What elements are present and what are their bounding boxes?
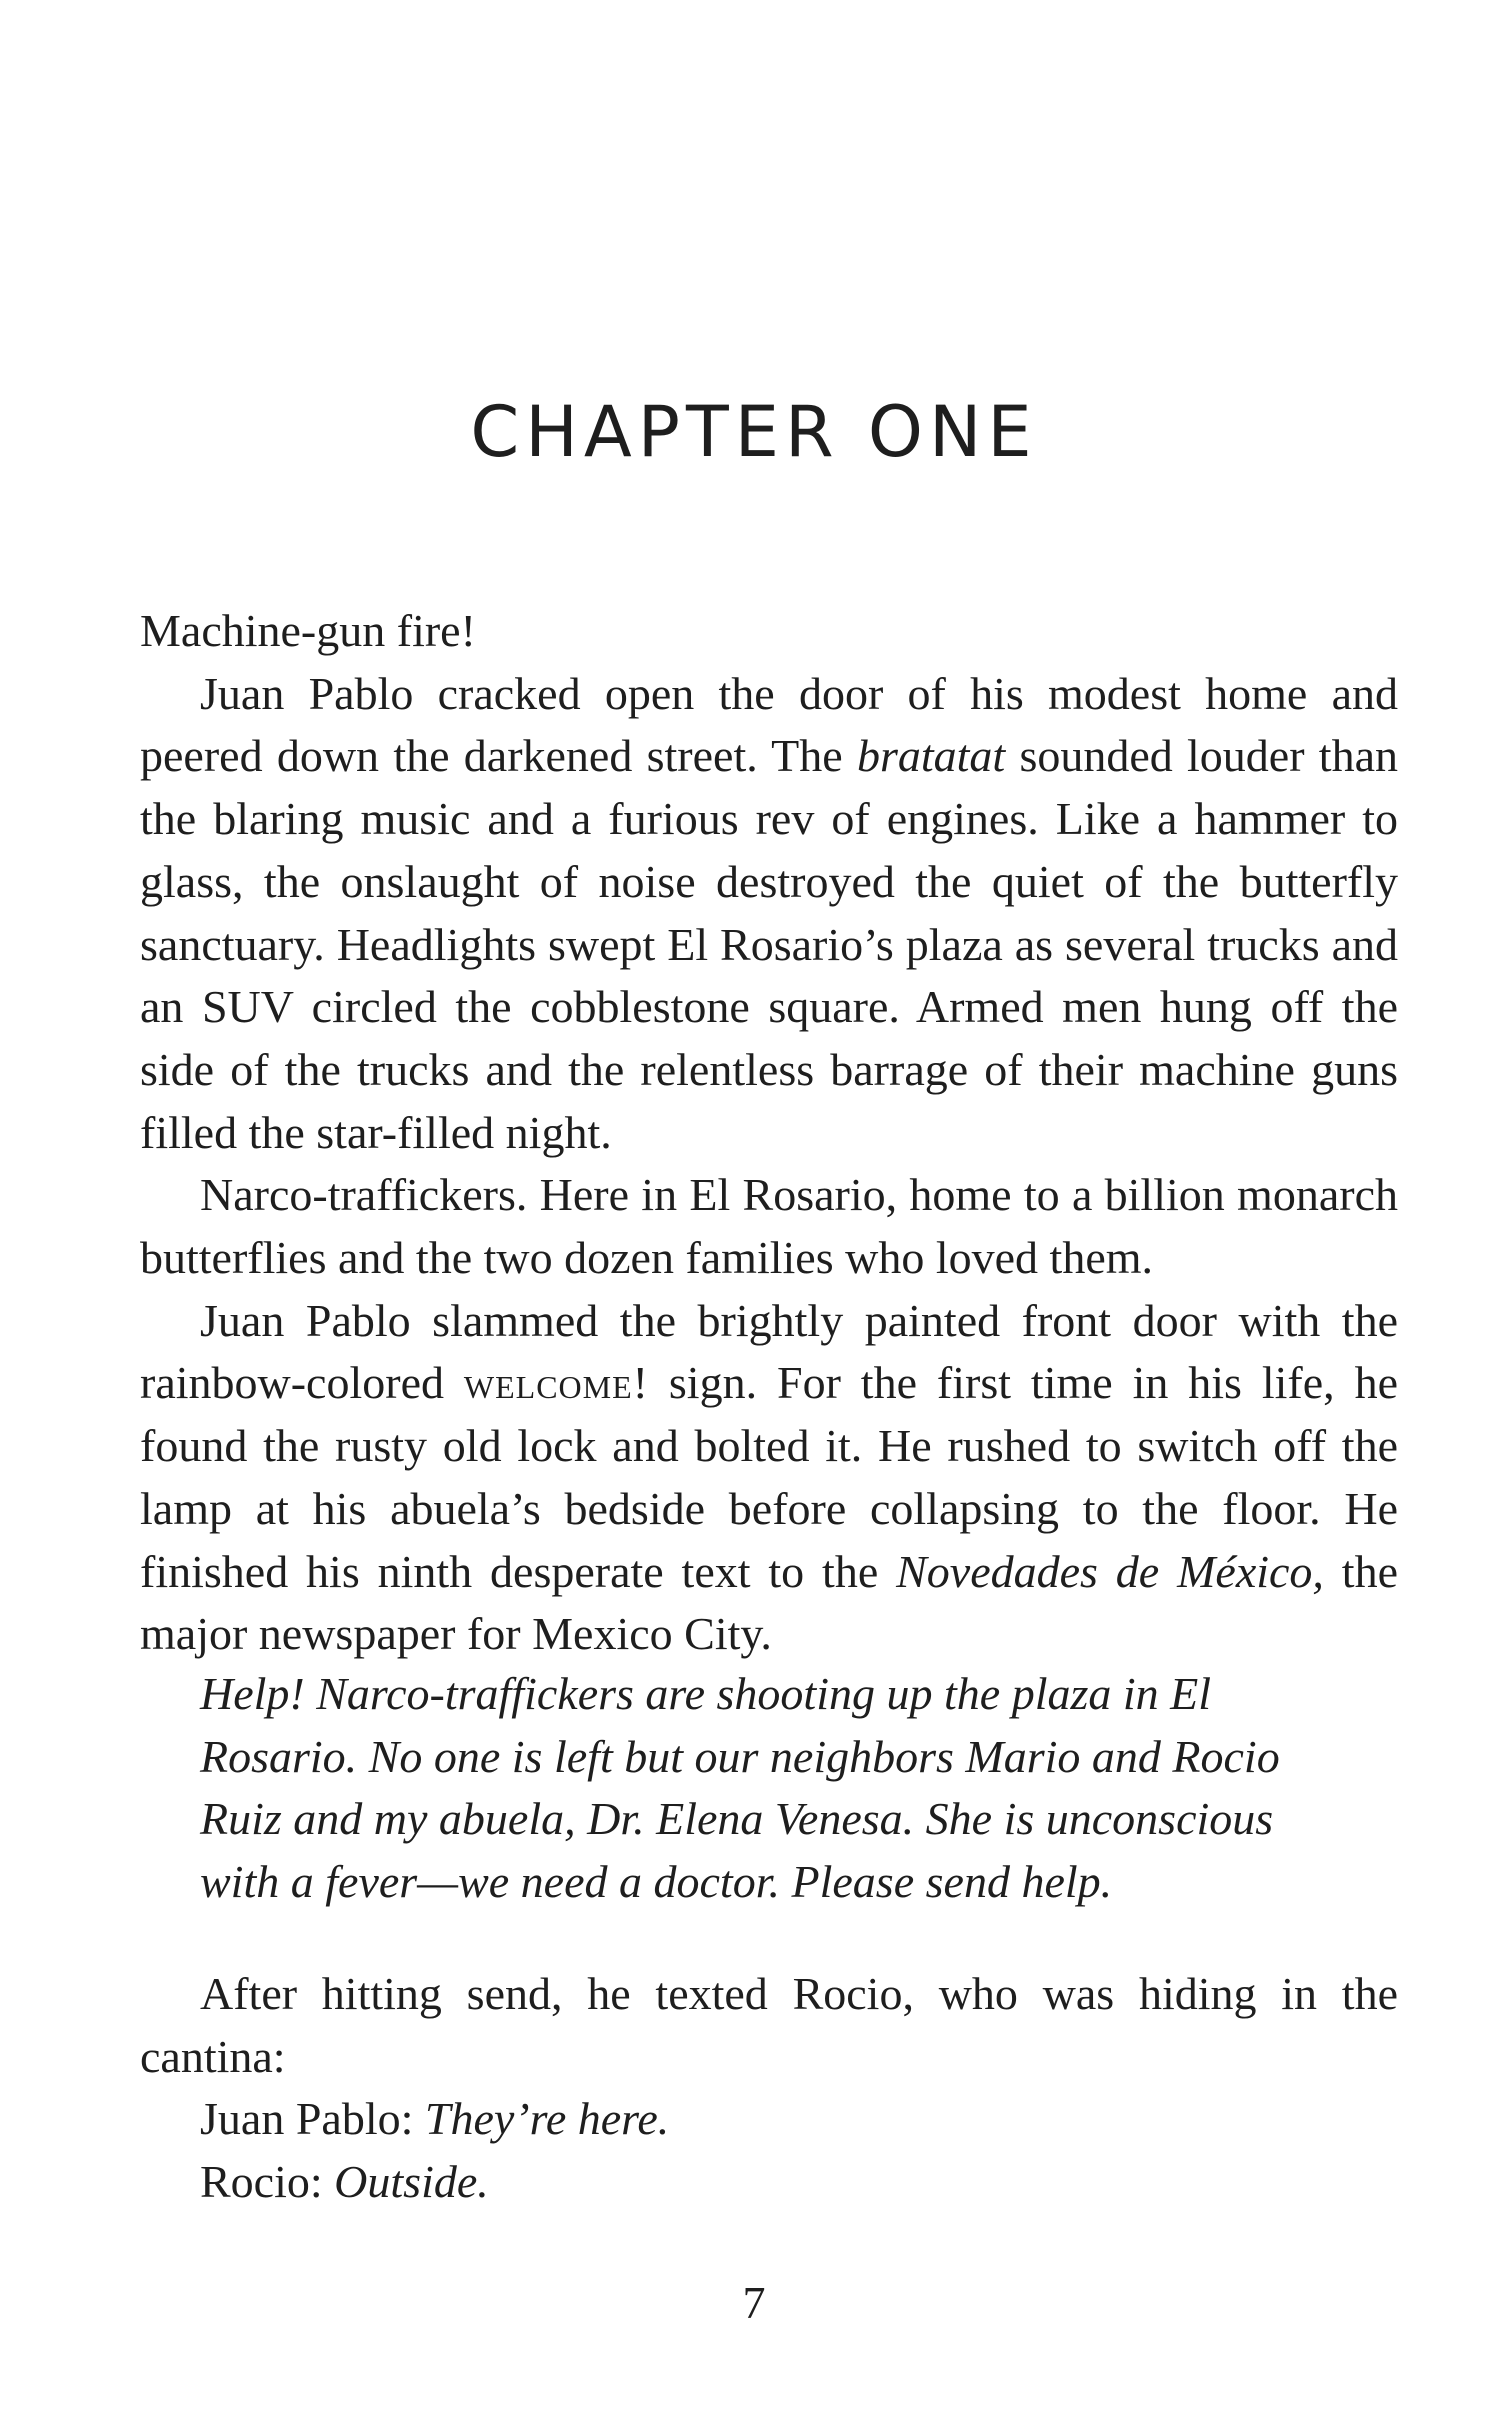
paragraph-3: Narco-traffickers. Here in El Rosario, home to a billion monarch butterflies and the two dozen families who loved them. [140,1169,1398,1284]
chat-speaker: Juan Pablo: [200,2093,414,2144]
welcome-sign-text: welcome! [463,1357,649,1409]
chat-exchange [200,2088,1458,2213]
chapter-title: CHAPTER ONE [470,391,1038,473]
text-message: Help! Narco-traffickers are shooting up the plaza in El Rosario. No one is left but our neighbors Mario and Rocio Ruiz and my abuela, Dr. Elena Venesa. She is unconscious with a fever—we need a doctor. Please send help. [200,1668,1280,1908]
main-text [140,600,1398,1666]
paragraph-2-part-a: Juan Pablo cracked open the door of his modest home and peered down the darkened street. The [140,667,1398,782]
chat-line [200,2088,1458,2151]
paragraph-4-part-c: the major newspaper for Mexico City. [140,1545,1398,1660]
page-number: 7 [742,2277,766,2328]
newspaper-name: Novedades de México, [896,1545,1324,1597]
after-text-block [140,1963,1398,2088]
chat-speaker: Rocio: [200,2155,323,2207]
paragraph-2-part-b: sounded louder than the blaring music and a furious rev of engines. Like a hammer to glass, the onslaught of noise destroyed the quiet of the butterfly sanctuary. Headlights swept El Rosario’s plaza as several trucks and an SUV circled the cobblestone square. Armed men hung off the side of the trucks and the relentless barrage of their machine guns filled the star-filled night. [140,730,1399,1158]
paragraph-4 [140,1290,1398,1666]
paragraph-4-part-b: sign. For the first time in his life, he found the rusty old lock and bolted it. He rushed to switch off the lamp at his abuela’s bedside before collapsing to the floor. He finished his ninth desperate text to the [140,1357,1398,1597]
paragraph-2-italic: bratatat [856,730,1006,782]
chat-line [200,2151,1458,2214]
paragraph-1: Machine-gun fire! [140,605,476,656]
chat-message: Outside. [334,2155,489,2207]
paragraph-4-part-a: Juan Pablo slammed the brightly painted front door with the rainbow-colored [140,1294,1398,1409]
paragraph-2 [140,663,1398,1165]
text-message-quote [200,1663,1340,1914]
after-text-paragraph: After hitting send, he texted Rocio, who was hiding in the cantina: [140,1968,1398,2082]
chat-message: They’re here. [424,2093,670,2144]
